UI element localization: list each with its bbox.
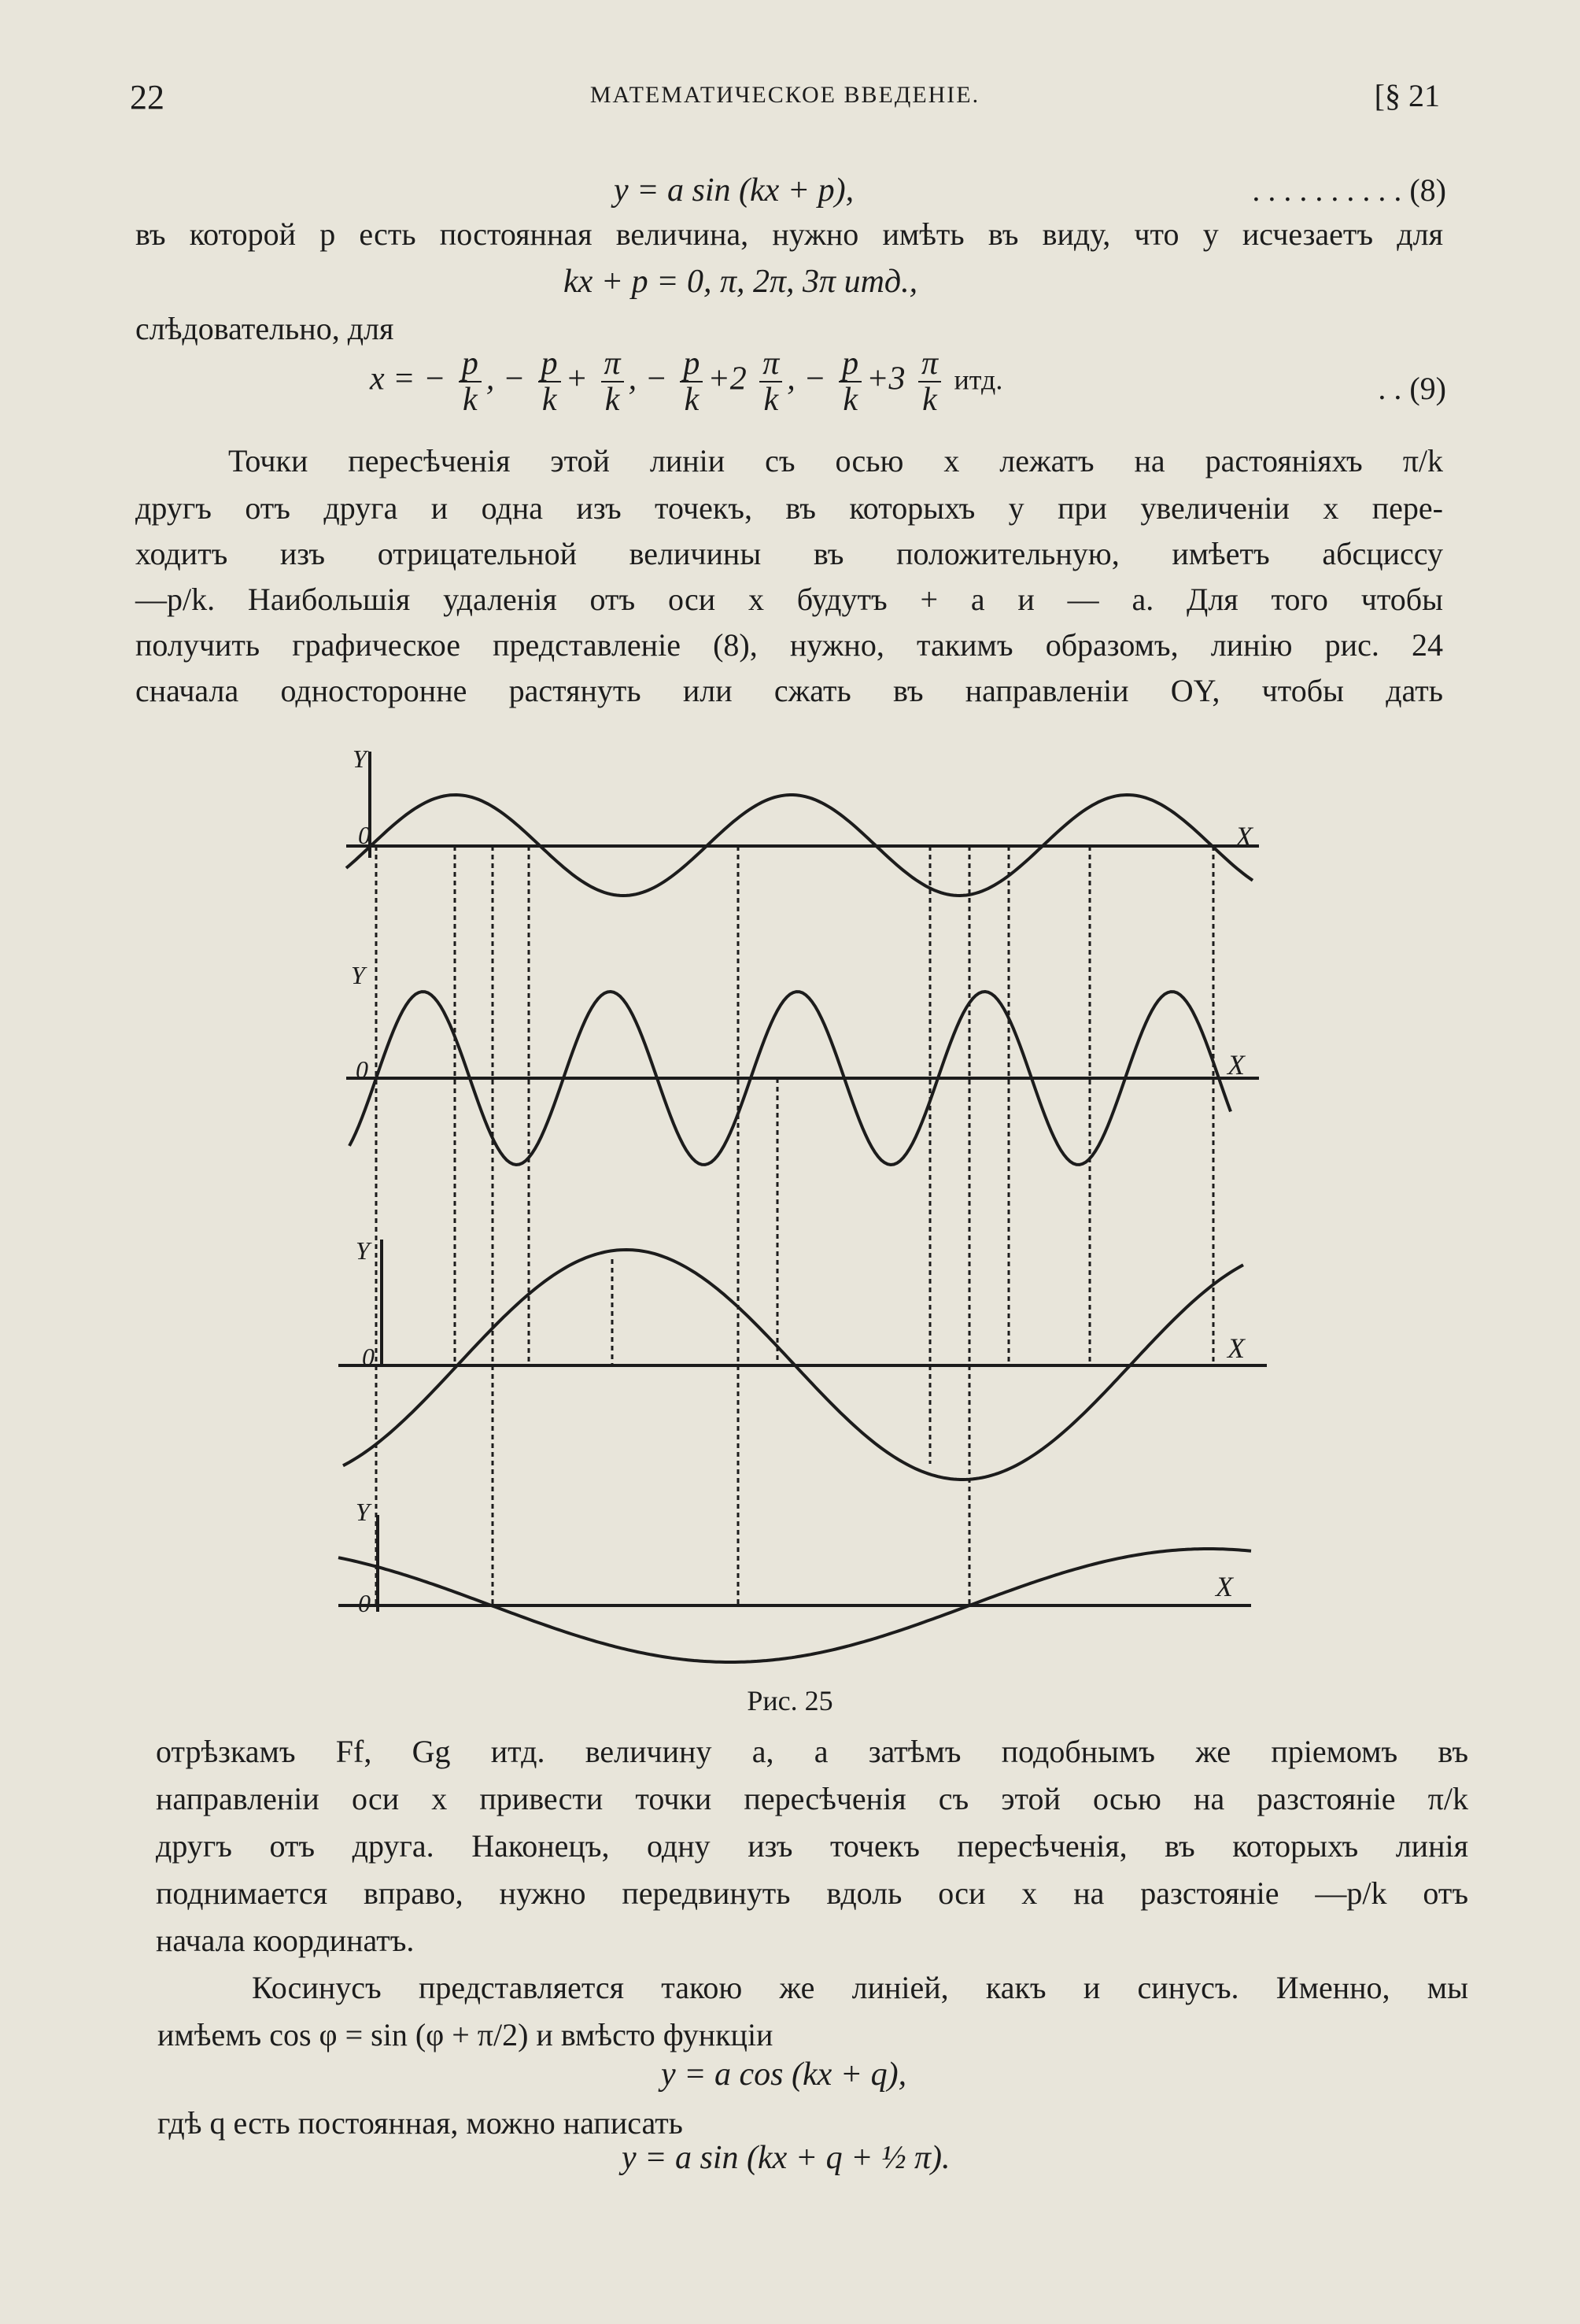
fraction-p-k: $\frac{p}{k}$	[459, 346, 482, 417]
equation-8-number: . . . . . . . . . . (8)	[1252, 172, 1446, 208]
text-line: въ которой p есть постоянная величина, нужно имѣть въ виду, что y исчезаетъ для	[135, 216, 1443, 252]
paragraph-line: другъ отъ друга. Наконецъ, одну изъ точекъ пересѣченія, въ которыхъ линія	[156, 1828, 1468, 1864]
paragraph-line: другъ отъ друга и одна изъ точекъ, въ которыхъ y при увеличеніи x пере-	[135, 490, 1444, 526]
panel-3-x-label: X	[1227, 1332, 1245, 1364]
paragraph-line: поднимается вправо, нужно передвинуть вдоль оси x на разстояніе —p/k отъ	[156, 1875, 1468, 1911]
panel-4-origin-label: 0	[358, 1589, 371, 1617]
paragraph-line: отрѣзкамъ Ff, Gg итд. величину a, а затѣмъ подобнымъ же пріемомъ въ	[156, 1734, 1468, 1769]
paragraph-line: имѣемъ cos φ = sin (φ + π/2) и вмѣсто функціи	[157, 2017, 773, 2052]
paragraph-line: Косинусъ представляется такою же линіей, какъ и синусъ. Именно, мы	[252, 1970, 1468, 2005]
final-formula: y = a sin (kx + q + ½ π).	[622, 2140, 951, 2176]
panel-2-y-label: Y	[351, 961, 365, 989]
section-marker: [§ 21	[1374, 78, 1440, 113]
page-number: 22	[130, 78, 164, 116]
paragraph-line: направленіи оси x привести точки пересѣченія съ этой осью на разстояніе π/k	[156, 1781, 1468, 1816]
zeros-formula: kx + p = 0, π, 2π, 3π итд.,	[563, 264, 918, 300]
fraction-p-k: $\frac{p}{k}$	[839, 346, 862, 417]
paragraph-line: ходитъ изъ отрицательной величины въ положительную, имѣетъ абсциссу	[135, 536, 1443, 571]
cos-formula: y = a cos (kx + q),	[661, 2056, 907, 2093]
fraction-p-k: $\frac{p}{k}$	[538, 346, 561, 417]
panel-2-x-label: X	[1227, 1049, 1245, 1081]
figure-caption: Рис. 25	[747, 1685, 833, 1716]
paragraph-line: начала координатъ.	[156, 1923, 415, 1958]
panel-4-x-label: X	[1216, 1571, 1233, 1602]
paragraph-line: Точки пересѣченія этой линіи съ осью x лежатъ на растояніяхъ π/k	[228, 443, 1443, 478]
panel-3-y-label: Y	[356, 1236, 370, 1265]
panel-4-y-label: Y	[356, 1498, 370, 1526]
paragraph-line: —p/k. Наибольшія удаленія отъ оси x будутъ + a и — a. Для того чтобы	[135, 582, 1443, 617]
panel-1-origin-label: 0	[358, 821, 371, 849]
panel-1-x-label: X	[1235, 821, 1253, 852]
running-title: МАТЕМАТИЧЕСКОЕ ВВЕДЕНІЕ.	[589, 82, 980, 108]
fraction-pi-k: $\frac{\pi}{k}$	[918, 346, 941, 417]
eq9-lhs: x = −	[370, 360, 446, 397]
panel-2-origin-label: 0	[356, 1055, 368, 1084]
equation-9: x = − $\frac{p}{k}$ , − $\frac{p}{k}$ + $\frac{\pi}{k}$ , − $\frac{p}{k}$ +2 $\frac{\pi}{k}$ , − $\frac{p}{k}$ +3 $\frac{\pi}{k}$ итд.	[370, 345, 1003, 418]
paragraph-line: получить графическое представленіе (8), нужно, такимъ образомъ, линію рис. 24	[135, 627, 1443, 663]
equation-8: y = a sin (kx + p),	[614, 172, 855, 209]
fraction-p-k: $\frac{p}{k}$	[680, 346, 703, 417]
text-line: слѣдовательно, для	[135, 311, 394, 346]
panel-1-y-label: Y	[353, 744, 367, 773]
paragraph-line: сначала односторонне растянуть или сжать въ направленіи OY, чтобы дать	[135, 673, 1443, 708]
equation-9-number: . . (9)	[1378, 371, 1446, 406]
text-line: гдѣ q есть постоянная, можно написать	[157, 2105, 683, 2141]
fraction-pi-k: $\frac{\pi}{k}$	[601, 346, 624, 417]
panel-3-origin-label: 0	[362, 1343, 375, 1371]
fraction-pi-k: $\frac{\pi}{k}$	[759, 346, 782, 417]
